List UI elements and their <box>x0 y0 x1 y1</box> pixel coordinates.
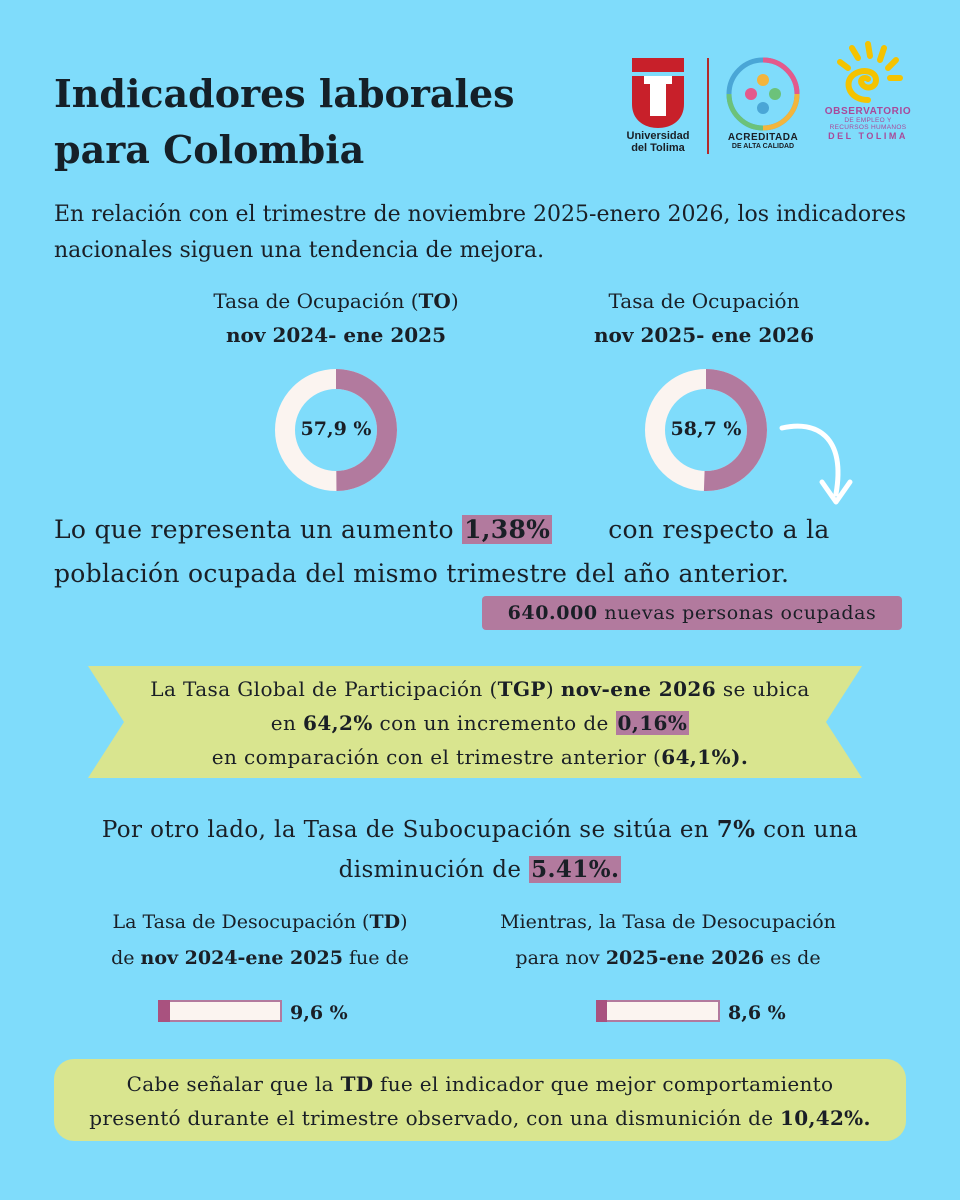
to-right-label: Tasa de Ocupación <box>608 289 800 313</box>
ut-logo-line1: Universidad <box>626 130 690 142</box>
to-right-value: 58,7 % <box>670 418 742 440</box>
to-left-value: 57,9 % <box>300 418 372 440</box>
to-right-header <box>544 284 864 352</box>
curved-arrow-icon <box>776 416 860 516</box>
increase-sentence <box>54 508 914 596</box>
acreditada-logo <box>720 56 806 156</box>
observatorio-line2: DE EMPLEO Y <box>844 117 892 124</box>
observatorio-line4: DEL TOLIMA <box>828 131 908 141</box>
td-left-bar <box>158 1000 282 1022</box>
to-left-label: Tasa de Ocupación (TO) <box>213 289 459 313</box>
closing-note: Cabe señalar que la TD fue el indicador que mejor comportamiento presentó durante el trimestre observado, con una dismunición de 10,42%. <box>54 1059 906 1141</box>
new-people-badge: 640.000 nuevas personas ocupadas <box>482 596 902 630</box>
td-left-value: 9,6 % <box>290 1002 348 1024</box>
acreditada-line2: DE ALTA CALIDAD <box>731 143 795 150</box>
subocc-highlight: 5.41%. <box>531 856 620 883</box>
to-left-header <box>176 284 496 352</box>
logo-divider <box>707 58 709 154</box>
tgp-highlight: 0,16% <box>617 711 688 735</box>
page-title: Indicadores laborales para Colombia <box>54 71 515 172</box>
increase-line1: Lo que representa un aumento 1,38% con respecto a la <box>54 515 830 544</box>
increase-highlight: 1,38% <box>464 515 551 544</box>
acreditada-circle-icon <box>725 56 801 132</box>
td-left-bar-fill <box>158 1000 170 1022</box>
td-right-value: 8,6 % <box>728 1002 786 1024</box>
universidad-tolima-logo <box>618 56 698 156</box>
to-right-period: nov 2025- ene 2026 <box>593 323 814 347</box>
ut-emblem-icon <box>628 56 688 130</box>
td-right-bar-fill <box>596 1000 607 1022</box>
observatorio-logo <box>818 40 918 156</box>
sun-spiral-icon <box>830 40 906 106</box>
td-right-bar <box>596 1000 720 1022</box>
td-right-header: Mientras, la Tasa de Desocupación para nov 2025-ene 2026 es de <box>500 911 836 969</box>
intro-paragraph: En relación con el trimestre de noviembre 2025-enero 2026, los indicadores nacionales siguen una tendencia de mejora. <box>54 202 906 263</box>
to-left-period: nov 2024- ene 2025 <box>225 323 446 347</box>
observatorio-line1: OBSERVATORIO <box>824 106 912 117</box>
tgp-text: La Tasa Global de Participación (TGP) nov-ene 2026 se ubica en 64,2% con un incremento de 0,16% en comparación con el trimestre anterior (64,1%). <box>150 677 810 769</box>
subocupacion-text: Por otro lado, la Tasa de Subocupación se sitúa en 7% con una disminución de 5.41%. <box>101 816 859 883</box>
td-left-header: La Tasa de Desocupación (TD) de nov 2024-ene 2025 fue de <box>111 911 409 969</box>
observatorio-line3: RECURSOS HUMANOS <box>829 124 907 131</box>
increase-line2: población ocupada del mismo trimestre del año anterior. <box>54 559 790 588</box>
acreditada-line1: ACREDITADA <box>727 132 799 143</box>
ut-logo-line2: del Tolima <box>631 142 685 154</box>
